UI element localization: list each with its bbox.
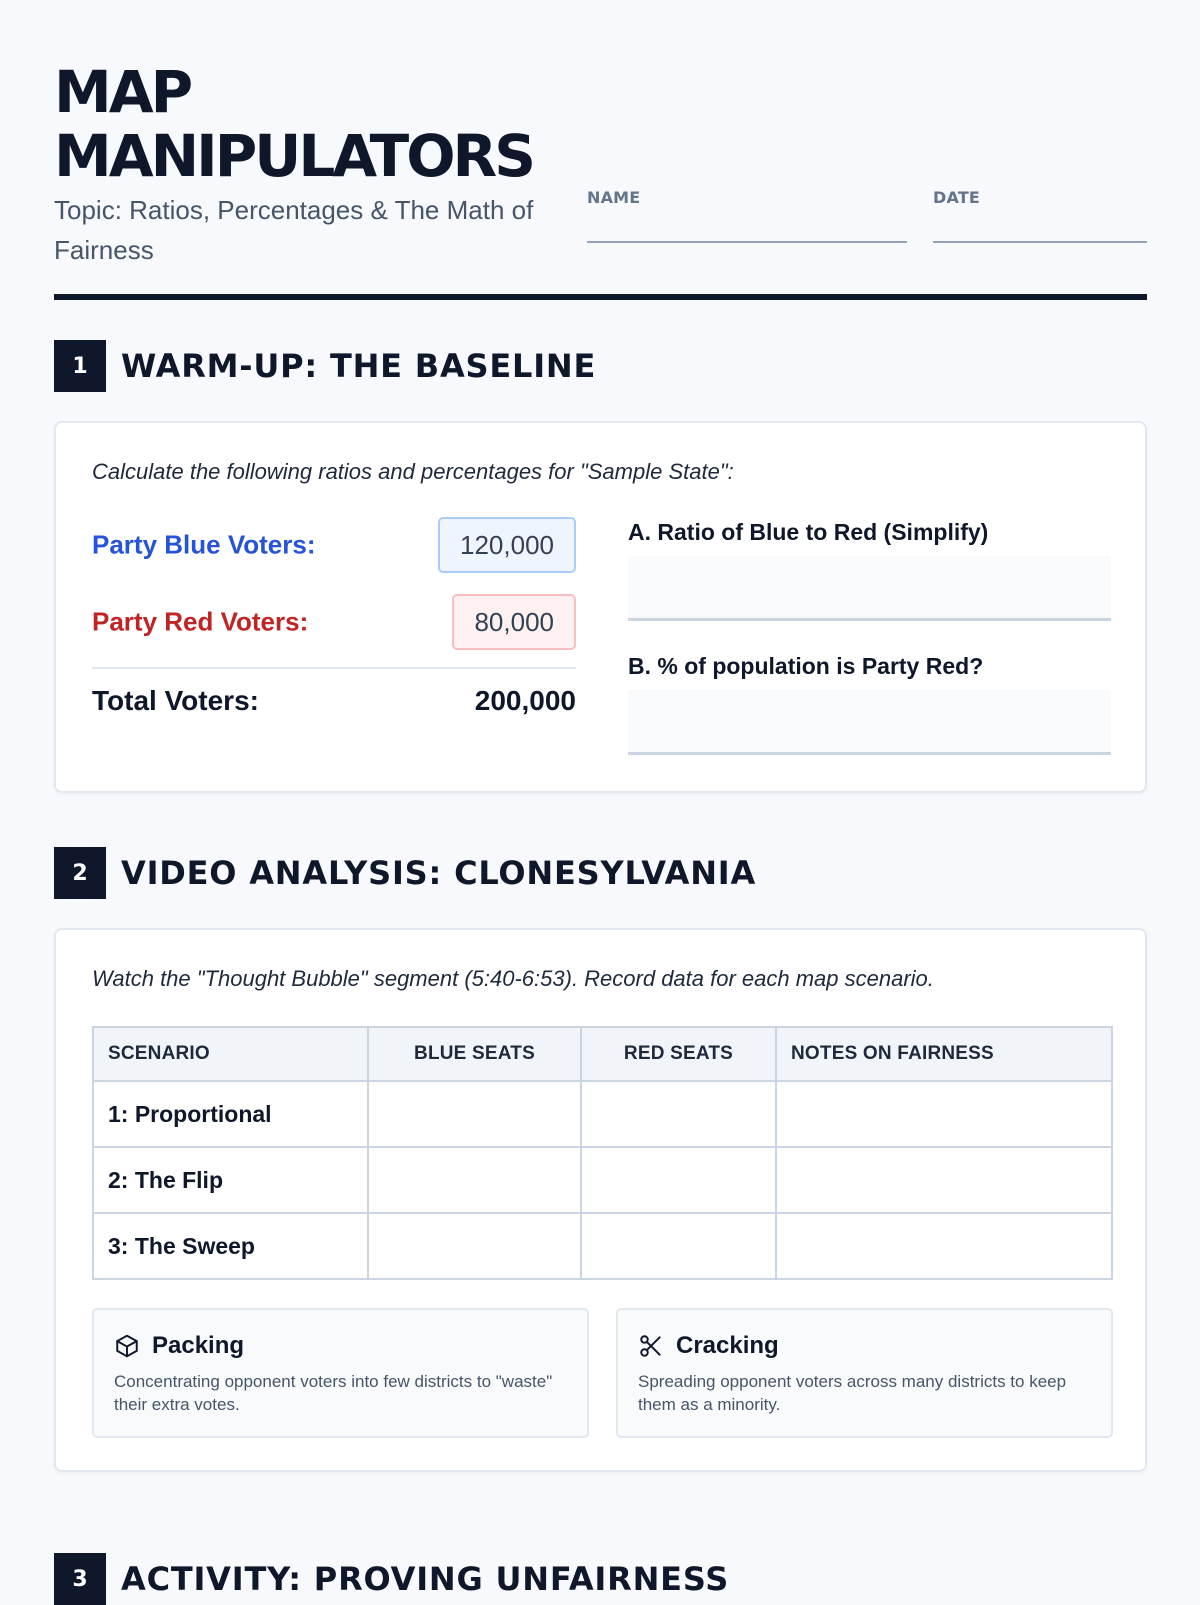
scenario-cell: 1: Proportional — [93, 1081, 368, 1147]
blue-seats-cell[interactable] — [368, 1147, 581, 1213]
notes-cell[interactable] — [776, 1081, 1112, 1147]
date-field[interactable] — [933, 188, 1147, 243]
date-line[interactable] — [933, 241, 1147, 243]
worksheet-topic: Topic: Ratios, Percentages & The Math of Fairness — [54, 195, 534, 265]
section-2-number: 2 — [54, 847, 106, 899]
header-divider — [54, 294, 1147, 300]
section-3-heading — [54, 1553, 729, 1605]
column-header-red-seats: RED SEATS — [581, 1027, 776, 1081]
blue-voters-value: 120,000 — [438, 517, 576, 573]
question-b-answer-field[interactable] — [628, 690, 1111, 755]
blue-voters-label: Party Blue Voters: — [92, 529, 316, 560]
notes-cell[interactable] — [776, 1147, 1112, 1213]
baseline-card — [54, 421, 1147, 793]
video-instruction: Watch the "Thought Bubble" segment (5:40-6:53). Record data for each map scenario. — [92, 966, 934, 991]
column-header-blue-seats: BLUE SEATS — [368, 1027, 581, 1081]
worksheet-header — [54, 0, 1147, 300]
section-2-heading — [54, 847, 756, 899]
table-row — [93, 1213, 1112, 1279]
packing-term-description: Concentrating opponent voters into few districts to "waste" their extra votes. — [114, 1372, 553, 1414]
name-label: NAME — [587, 188, 641, 207]
table-row — [93, 1081, 1112, 1147]
red-voters-value: 80,000 — [452, 594, 576, 650]
cube-icon — [114, 1333, 140, 1359]
worksheet-title — [54, 60, 614, 188]
total-voters-label: Total Voters: — [92, 685, 259, 716]
packing-term-heading — [114, 1332, 244, 1360]
question-a-label: A. Ratio of Blue to Red (Simplify) — [628, 519, 989, 545]
name-field[interactable] — [587, 188, 907, 243]
red-seats-cell[interactable] — [581, 1147, 776, 1213]
blue-voters-row — [92, 517, 576, 573]
cracking-term-name: Cracking — [676, 1332, 779, 1359]
worksheet-page — [54, 0, 1147, 1598]
question-a — [628, 519, 1111, 621]
blue-seats-cell[interactable] — [368, 1081, 581, 1147]
date-label: DATE — [933, 188, 981, 207]
voters-divider — [92, 667, 576, 669]
red-seats-cell[interactable] — [581, 1081, 776, 1147]
total-voters-value: 200,000 — [474, 685, 576, 716]
cracking-term-heading — [638, 1332, 779, 1360]
column-header-notes: NOTES ON FAIRNESS — [776, 1027, 1112, 1081]
red-voters-row — [92, 594, 576, 650]
question-a-answer-field[interactable] — [628, 556, 1111, 621]
packing-term-box — [92, 1308, 589, 1438]
section-1-heading — [54, 340, 596, 392]
name-line[interactable] — [587, 241, 907, 243]
section-1-title: WARM-UP: THE BASELINE — [121, 347, 597, 385]
section-1-number: 1 — [54, 340, 106, 392]
question-b-label: B. % of population is Party Red? — [628, 653, 984, 679]
section-3-title: ACTIVITY: PROVING UNFAIRNESS — [121, 1560, 730, 1598]
scenario-cell: 2: The Flip — [93, 1147, 368, 1213]
packing-term-name: Packing — [152, 1332, 245, 1359]
cracking-term-box — [616, 1308, 1113, 1438]
table-row — [93, 1147, 1112, 1213]
worksheet-title-line-2: MANIPULATORS — [54, 122, 533, 190]
column-header-scenario: SCENARIO — [93, 1027, 368, 1081]
scenario-cell: 3: The Sweep — [93, 1213, 368, 1279]
section-2-title: VIDEO ANALYSIS: CLONESYLVANIA — [121, 854, 757, 892]
baseline-instruction: Calculate the following ratios and percentages for "Sample State": — [92, 459, 734, 484]
scenario-table — [92, 1026, 1113, 1280]
cracking-term-description: Spreading opponent voters across many districts to keep them as a minority. — [638, 1372, 1067, 1414]
worksheet-title-line-1: MAP — [54, 58, 191, 126]
blue-seats-cell[interactable] — [368, 1213, 581, 1279]
red-seats-cell[interactable] — [581, 1213, 776, 1279]
question-b — [628, 653, 1111, 755]
scissors-icon — [638, 1333, 664, 1359]
red-voters-label: Party Red Voters: — [92, 606, 309, 637]
section-3-number: 3 — [54, 1553, 106, 1605]
video-analysis-card — [54, 928, 1147, 1472]
notes-cell[interactable] — [776, 1213, 1112, 1279]
scenario-table-header-row — [93, 1027, 1112, 1081]
